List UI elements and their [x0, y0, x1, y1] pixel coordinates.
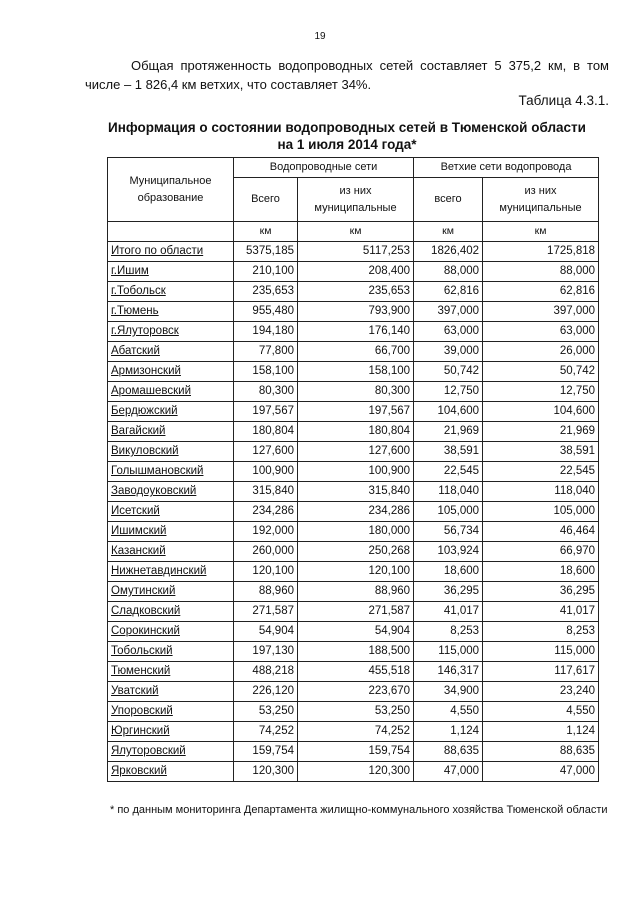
old-total-cell: 88,635 — [414, 742, 483, 762]
municipal-cell: 159,754 — [298, 742, 414, 762]
old-municipal-cell: 23,240 — [483, 682, 599, 702]
table-row — [108, 582, 599, 602]
total-cell: 226,120 — [234, 682, 298, 702]
total-cell: 260,000 — [234, 542, 298, 562]
old-municipal-cell: 12,750 — [483, 382, 599, 402]
municipality-cell: Итого по области — [108, 242, 234, 262]
intro-line-2: числе – 1 826,4 км ветхих, что составляет 34%. — [85, 77, 372, 92]
total-cell: 5375,185 — [234, 242, 298, 262]
table-row — [108, 302, 599, 322]
old-municipal-cell: 46,464 — [483, 522, 599, 542]
old-total-cell: 88,000 — [414, 262, 483, 282]
unit-cell: км — [414, 222, 483, 242]
old-total-cell: 22,545 — [414, 462, 483, 482]
municipal-cell: 234,286 — [298, 502, 414, 522]
municipality-cell: г.Тобольск — [108, 282, 234, 302]
old-total-cell: 105,000 — [414, 502, 483, 522]
municipality-cell: Ишимский — [108, 522, 234, 542]
old-total-cell: 1,124 — [414, 722, 483, 742]
table-row — [108, 722, 599, 742]
old-municipal-cell: 63,000 — [483, 322, 599, 342]
total-cell: 192,000 — [234, 522, 298, 542]
municipality-cell: Вагайский — [108, 422, 234, 442]
old-total-cell: 103,924 — [414, 542, 483, 562]
total-cell: 88,960 — [234, 582, 298, 602]
header-municipality: Муниципальное образование — [108, 158, 234, 222]
table-row — [108, 422, 599, 442]
unit-cell-empty — [108, 222, 234, 242]
municipality-cell: г.Ялуторовск — [108, 322, 234, 342]
header-group-water: Водопроводные сети — [234, 158, 414, 178]
old-municipal-cell: 105,000 — [483, 502, 599, 522]
old-municipal-cell: 50,742 — [483, 362, 599, 382]
total-cell: 271,587 — [234, 602, 298, 622]
old-municipal-cell: 117,617 — [483, 662, 599, 682]
old-total-cell: 36,295 — [414, 582, 483, 602]
municipality-cell: Уватский — [108, 682, 234, 702]
header-municipal: из них муниципальные — [298, 178, 414, 222]
table-row — [108, 542, 599, 562]
municipality-cell: Юргинский — [108, 722, 234, 742]
municipal-cell: 88,960 — [298, 582, 414, 602]
municipal-cell: 315,840 — [298, 482, 414, 502]
municipality-cell: Армизонский — [108, 362, 234, 382]
municipality-cell: Исетский — [108, 502, 234, 522]
municipal-cell: 66,700 — [298, 342, 414, 362]
total-cell: 120,300 — [234, 762, 298, 782]
old-municipal-cell: 21,969 — [483, 422, 599, 442]
municipality-cell: Викуловский — [108, 442, 234, 462]
total-cell: 100,900 — [234, 462, 298, 482]
table-row — [108, 462, 599, 482]
old-municipal-cell: 36,295 — [483, 582, 599, 602]
old-municipal-cell: 115,000 — [483, 642, 599, 662]
old-municipal-cell: 62,816 — [483, 282, 599, 302]
table-row — [108, 622, 599, 642]
table-row — [108, 602, 599, 622]
table-row — [108, 682, 599, 702]
municipal-cell: 197,567 — [298, 402, 414, 422]
municipal-cell: 127,600 — [298, 442, 414, 462]
old-municipal-cell: 38,591 — [483, 442, 599, 462]
table-row — [108, 262, 599, 282]
total-cell: 127,600 — [234, 442, 298, 462]
table-row — [108, 522, 599, 542]
municipal-cell: 74,252 — [298, 722, 414, 742]
municipality-cell: Сладковский — [108, 602, 234, 622]
municipal-cell: 188,500 — [298, 642, 414, 662]
page-number: 19 — [314, 31, 326, 42]
old-total-cell: 62,816 — [414, 282, 483, 302]
municipal-cell: 53,250 — [298, 702, 414, 722]
old-municipal-cell: 104,600 — [483, 402, 599, 422]
municipality-cell: Сорокинский — [108, 622, 234, 642]
header-total-old: всего — [414, 178, 483, 222]
table-row — [108, 662, 599, 682]
table-row — [108, 502, 599, 522]
table-row — [108, 742, 599, 762]
municipality-cell: Аромашевский — [108, 382, 234, 402]
old-total-cell: 146,317 — [414, 662, 483, 682]
municipal-cell: 793,900 — [298, 302, 414, 322]
total-cell: 194,180 — [234, 322, 298, 342]
municipality-cell: Ялуторовский — [108, 742, 234, 762]
municipal-cell: 54,904 — [298, 622, 414, 642]
table-row — [108, 762, 599, 782]
table-row — [108, 402, 599, 422]
total-cell: 74,252 — [234, 722, 298, 742]
table-row — [108, 562, 599, 582]
old-total-cell: 63,000 — [414, 322, 483, 342]
old-total-cell: 41,017 — [414, 602, 483, 622]
municipality-cell: Ярковский — [108, 762, 234, 782]
total-cell: 53,250 — [234, 702, 298, 722]
old-total-cell: 8,253 — [414, 622, 483, 642]
municipality-cell: Упоровский — [108, 702, 234, 722]
total-cell: 235,653 — [234, 282, 298, 302]
municipal-cell: 120,300 — [298, 762, 414, 782]
municipality-cell: Тобольский — [108, 642, 234, 662]
old-municipal-cell: 397,000 — [483, 302, 599, 322]
table-body — [108, 242, 599, 782]
unit-cell: км — [234, 222, 298, 242]
old-total-cell: 115,000 — [414, 642, 483, 662]
table-row — [108, 242, 599, 262]
header-municipal-old: из них муниципальные — [483, 178, 599, 222]
municipality-cell: г.Тюмень — [108, 302, 234, 322]
municipal-cell: 5117,253 — [298, 242, 414, 262]
old-municipal-cell: 26,000 — [483, 342, 599, 362]
table-row — [108, 642, 599, 662]
municipal-cell: 180,804 — [298, 422, 414, 442]
municipality-cell: Нижнетавдинский — [108, 562, 234, 582]
footnote: * по данным мониторинга Департамента жилищно-коммунального хозяйства Тюменской области — [110, 804, 608, 816]
municipal-cell: 271,587 — [298, 602, 414, 622]
municipality-cell: Казанский — [108, 542, 234, 562]
old-municipal-cell: 88,000 — [483, 262, 599, 282]
old-municipal-cell: 66,970 — [483, 542, 599, 562]
old-total-cell: 34,900 — [414, 682, 483, 702]
table-row — [108, 342, 599, 362]
table-row — [108, 322, 599, 342]
table-title-line-1: Информация о состоянии водопроводных сетей в Тюменской области — [108, 120, 586, 135]
table-row — [108, 282, 599, 302]
total-cell: 210,100 — [234, 262, 298, 282]
municipality-cell: Голышмановский — [108, 462, 234, 482]
table-row — [108, 482, 599, 502]
table-header — [108, 158, 599, 242]
intro-line-1: Общая протяженность водопроводных сетей составляет 5 375,2 км, в том — [131, 58, 609, 73]
total-cell: 197,567 — [234, 402, 298, 422]
municipality-cell: Омутинский — [108, 582, 234, 602]
old-municipal-cell: 41,017 — [483, 602, 599, 622]
municipal-cell: 120,100 — [298, 562, 414, 582]
old-total-cell: 21,969 — [414, 422, 483, 442]
municipality-cell: Заводоуковский — [108, 482, 234, 502]
old-municipal-cell: 18,600 — [483, 562, 599, 582]
old-total-cell: 39,000 — [414, 342, 483, 362]
municipal-cell: 180,000 — [298, 522, 414, 542]
old-municipal-cell: 4,550 — [483, 702, 599, 722]
header-group-old: Ветхие сети водопровода — [414, 158, 599, 178]
municipality-cell: г.Ишим — [108, 262, 234, 282]
municipal-cell: 235,653 — [298, 282, 414, 302]
old-municipal-cell: 1,124 — [483, 722, 599, 742]
old-total-cell: 18,600 — [414, 562, 483, 582]
old-total-cell: 118,040 — [414, 482, 483, 502]
old-total-cell: 397,000 — [414, 302, 483, 322]
total-cell: 197,130 — [234, 642, 298, 662]
total-cell: 488,218 — [234, 662, 298, 682]
old-total-cell: 104,600 — [414, 402, 483, 422]
old-total-cell: 38,591 — [414, 442, 483, 462]
intro-paragraph — [85, 56, 609, 94]
total-cell: 158,100 — [234, 362, 298, 382]
table-row — [108, 362, 599, 382]
table-row — [108, 702, 599, 722]
municipal-cell: 100,900 — [298, 462, 414, 482]
municipal-cell: 208,400 — [298, 262, 414, 282]
total-cell: 234,286 — [234, 502, 298, 522]
municipal-cell: 80,300 — [298, 382, 414, 402]
total-cell: 180,804 — [234, 422, 298, 442]
municipal-cell: 158,100 — [298, 362, 414, 382]
old-municipal-cell: 1725,818 — [483, 242, 599, 262]
unit-cell: км — [298, 222, 414, 242]
municipal-cell: 176,140 — [298, 322, 414, 342]
header-total: Всего — [234, 178, 298, 222]
old-total-cell: 1826,402 — [414, 242, 483, 262]
unit-cell: км — [483, 222, 599, 242]
total-cell: 120,100 — [234, 562, 298, 582]
old-municipal-cell: 47,000 — [483, 762, 599, 782]
municipal-cell: 455,518 — [298, 662, 414, 682]
total-cell: 77,800 — [234, 342, 298, 362]
old-total-cell: 47,000 — [414, 762, 483, 782]
total-cell: 955,480 — [234, 302, 298, 322]
municipal-cell: 250,268 — [298, 542, 414, 562]
old-municipal-cell: 22,545 — [483, 462, 599, 482]
old-municipal-cell: 8,253 — [483, 622, 599, 642]
old-municipal-cell: 88,635 — [483, 742, 599, 762]
old-total-cell: 56,734 — [414, 522, 483, 542]
table-row — [108, 442, 599, 462]
table-reference: Таблица 4.3.1. — [518, 93, 609, 108]
table-row — [108, 382, 599, 402]
old-total-cell: 4,550 — [414, 702, 483, 722]
table-title — [85, 119, 609, 153]
total-cell: 80,300 — [234, 382, 298, 402]
municipality-cell: Абатский — [108, 342, 234, 362]
municipality-cell: Бердюжский — [108, 402, 234, 422]
total-cell: 159,754 — [234, 742, 298, 762]
municipality-cell: Тюменский — [108, 662, 234, 682]
old-total-cell: 50,742 — [414, 362, 483, 382]
total-cell: 315,840 — [234, 482, 298, 502]
water-network-table — [107, 157, 599, 782]
table-title-line-2: на 1 июля 2014 года* — [277, 137, 417, 152]
municipal-cell: 223,670 — [298, 682, 414, 702]
old-municipal-cell: 118,040 — [483, 482, 599, 502]
total-cell: 54,904 — [234, 622, 298, 642]
old-total-cell: 12,750 — [414, 382, 483, 402]
